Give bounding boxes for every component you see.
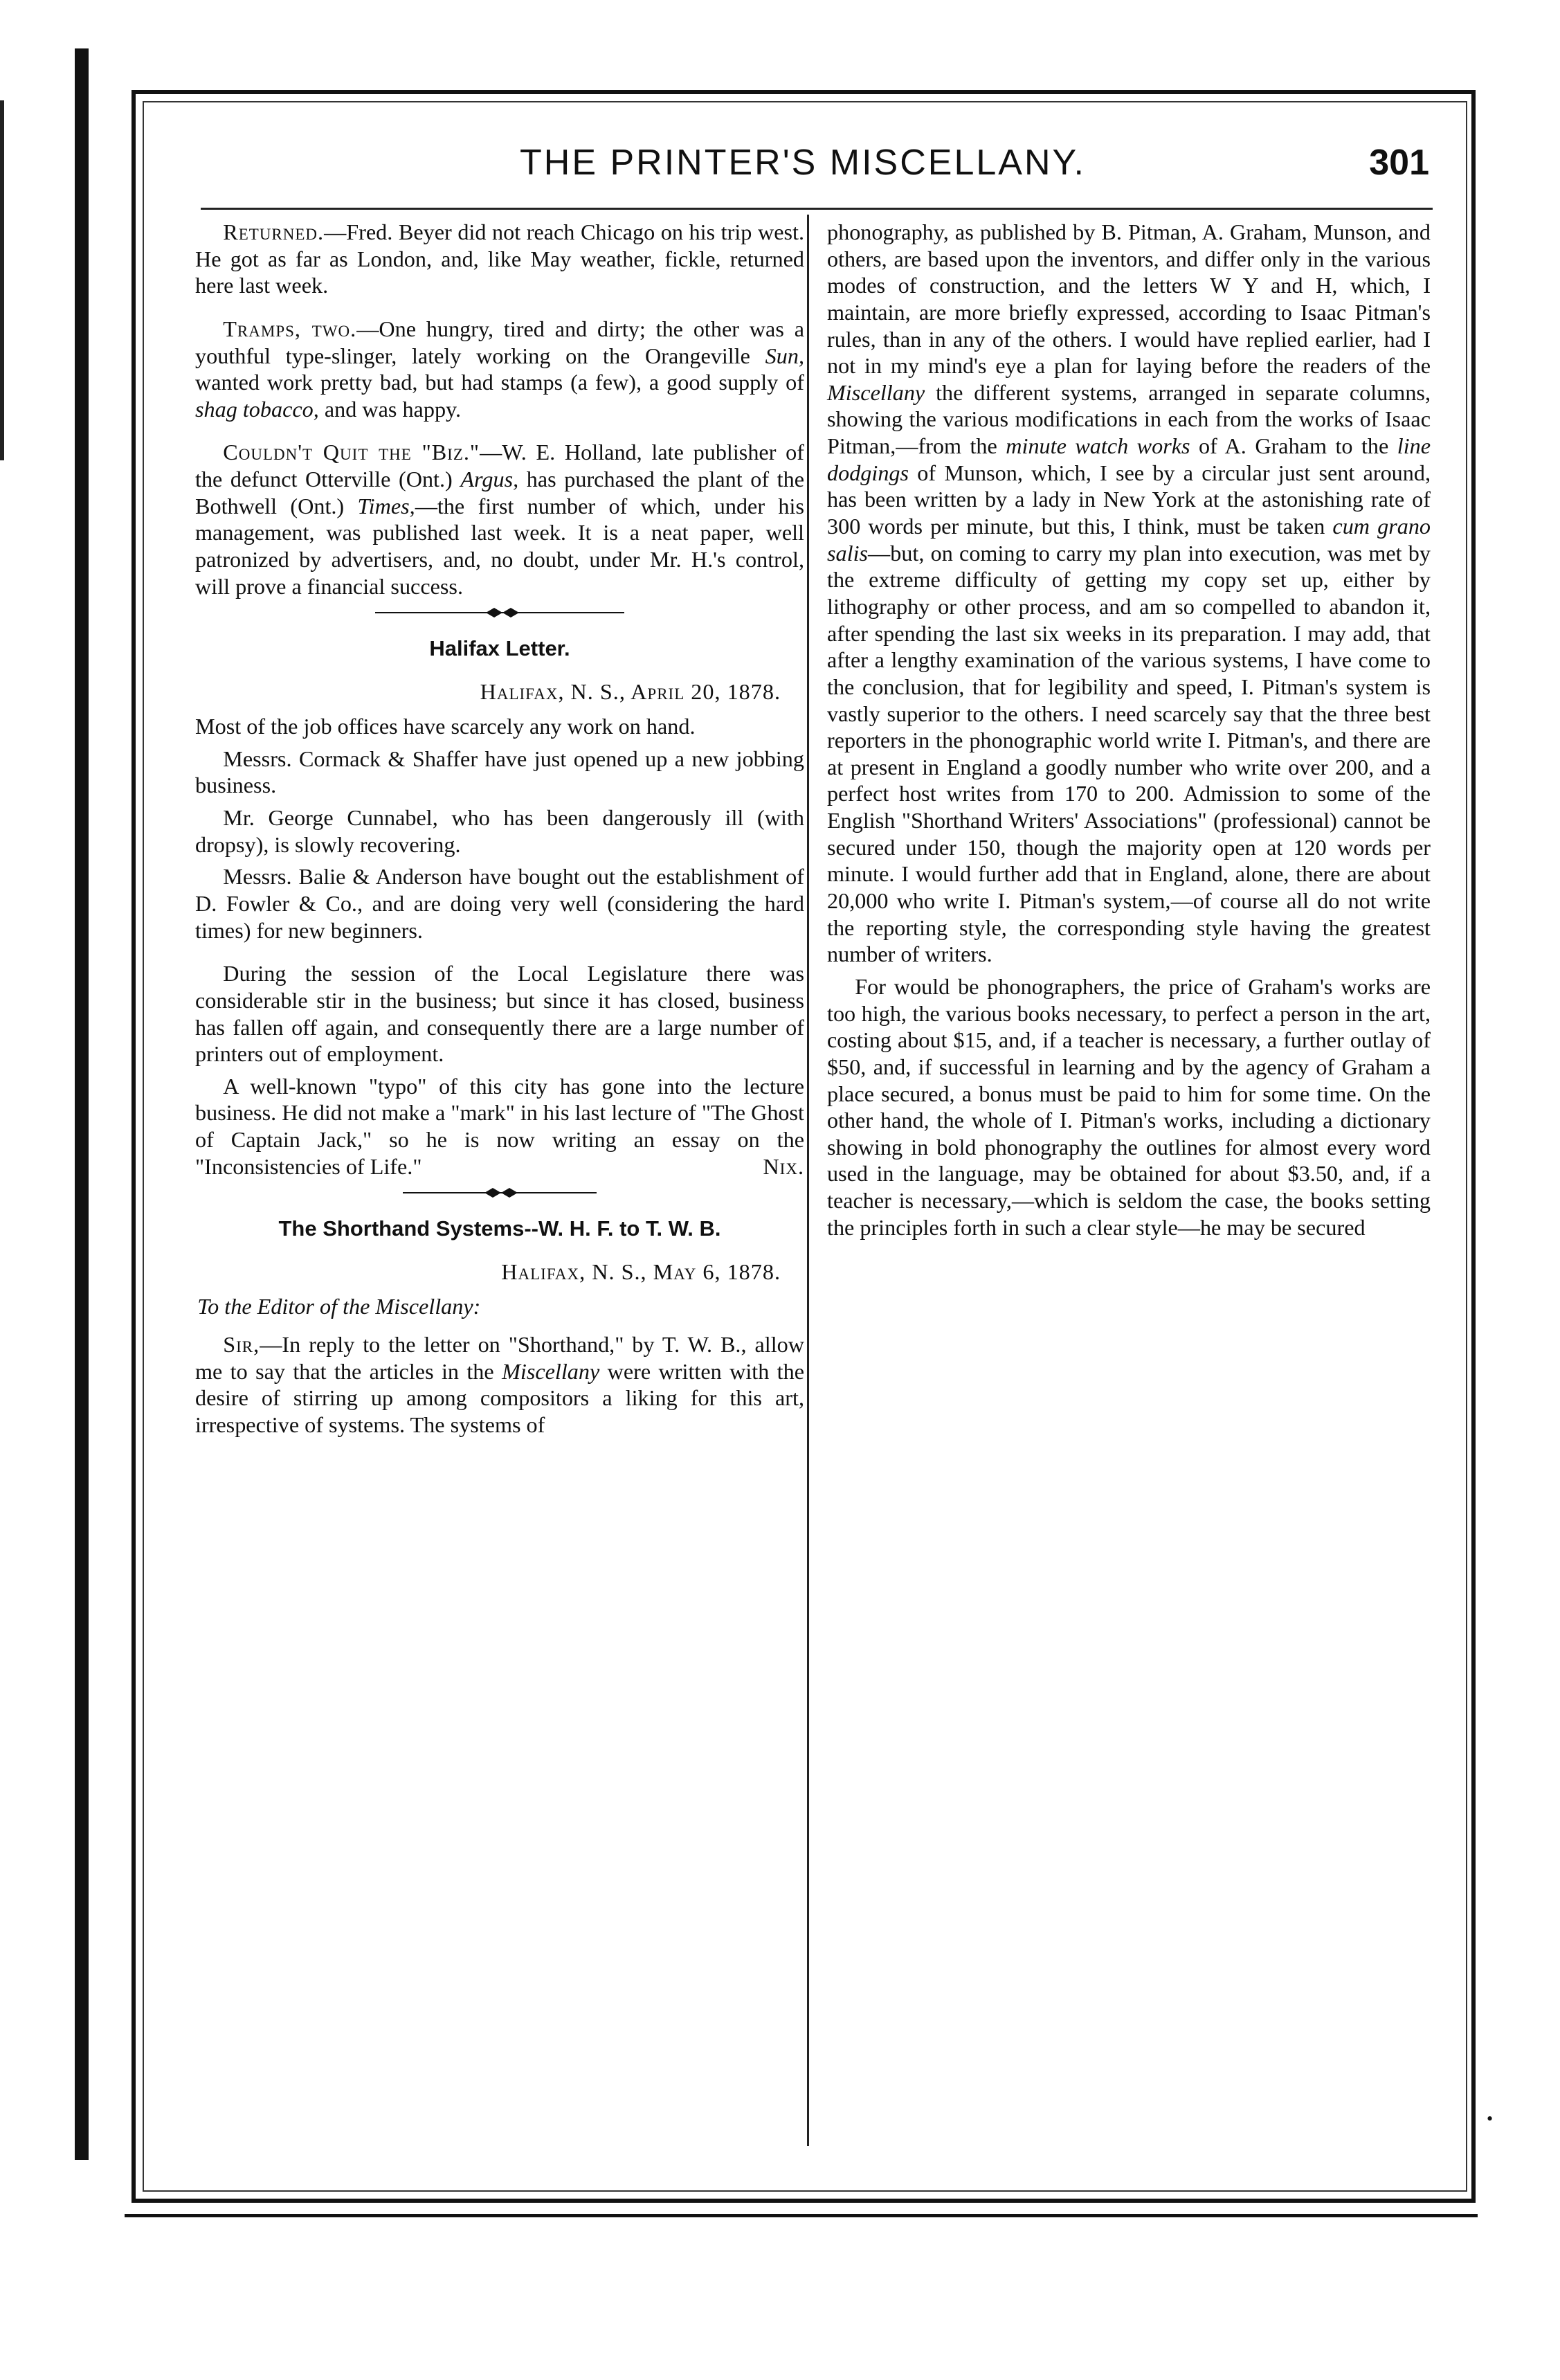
letter-paragraph: For would be phonographers, the price of Graham's works are too high, the various books necessary, to perfect a person in the art, costing about $15, and, if a teacher is necessary, a further outlay of $50, and, if successful in learning and by the agency of Graham a place secured, a bonus must be paid to him for some time. On the other hand, the whole of I. Pitman's works, including a dictionary showing in bold phonography the outlines for almost every word used in the language, may be obtained for about $3.50, and, if a teacher is necessary,—which is seldom the case, the books setting the principles forth in such a clear style—he may be secured (827, 973, 1431, 1240)
binding-edge (75, 48, 89, 2160)
header-rule (201, 208, 1433, 210)
page-number: 301 (1369, 143, 1429, 183)
item-lead: Returned. (223, 219, 325, 244)
running-title: THE PRINTER'S MISCELLANY. (520, 143, 1086, 183)
salutation: To the Editor of the Miscellany: (197, 1294, 481, 1319)
column-rule (807, 215, 809, 2146)
section-divider-ornament (403, 1185, 597, 1200)
news-item-tramps: Tramps, two.—One hungry, tired and dirty; the other was a youthful type-slinger, lately working on the Orangeville Sun, wanted work pretty bad, but had stamps (a few), a good supply of shag tobacco, and was happy. (195, 316, 805, 422)
item-lead: Sir, (223, 1331, 260, 1357)
letter-paragraph: Most of the job offices have scarcely any work on hand. (195, 714, 696, 739)
dateline: Halifax, N. S., May 6, 1878. (501, 1259, 781, 1284)
margin-mark: • (1487, 2109, 1494, 2129)
right-column (827, 219, 1431, 1246)
letter-paragraph: Sir,—In reply to the letter on "Shorthand," by T. W. B., allow me to say that the articles in the Miscellany were written with the desire of stirring up among compositors a liking for this art, irrespective of systems. The systems of (195, 1331, 804, 1437)
letter-paragraph: Messrs. Balie & Anderson have bought out the establishment of D. Fowler & Co., and are doing very well (considering the hard times) for new beginners. (195, 864, 804, 943)
item-lead: Couldn't Quit the "Biz." (223, 440, 480, 465)
news-item-biz: Couldn't Quit the "Biz."—W. E. Holland, late publisher of the defunct Otterville (Ont.) Argus, has purchased the plant of the Bothwell (Ont.) Times,—the first number of which, under his management, was published last week. It is a neat paper, well patronized by advertisers, and, no doubt, under Mr. H.'s control, will prove a financial success. (195, 440, 805, 599)
section-heading-halifax-letter: Halifax Letter. (429, 636, 570, 661)
scan-edge-mark (0, 100, 4, 460)
news-item-returned: Returned.—Fred. Beyer did not reach Chicago on his trip west. He got as far as London, and, like May weather, fickle, returned here last week. (195, 219, 804, 298)
bottom-rule (125, 2214, 1478, 2217)
signature: Nix. (763, 1153, 804, 1179)
dateline: Halifax, N. S., April 20, 1878. (480, 678, 781, 704)
running-header (176, 142, 1429, 197)
letter-paragraph: Mr. George Cunnabel, who has been dangerously ill (with dropsy), is slowly recovering. (195, 805, 804, 857)
item-lead: Tramps, two. (223, 316, 357, 341)
section-heading-shorthand: The Shorthand Systems--W. H. F. to T. W. B. (278, 1216, 721, 1241)
section-divider-ornament (375, 605, 624, 620)
letter-paragraph: Messrs. Cormack & Shaffer have just opened up a new jobbing business. (195, 746, 804, 798)
letter-paragraph: During the session of the Local Legislature there was considerable stir in the business; but since it has closed, business has fallen off again, and consequently there are a large number of printers out of employment. (195, 961, 804, 1067)
letter-paragraph-last: A well-known "typo" of this city has gone into the lecture business. He did not make a "mark" in his last lecture of "The Ghost of Captain Jack," so he is now writing an essay on the "Inconsistencies of Life." Nix. (195, 1073, 804, 1179)
letter-paragraph: phonography, as published by B. Pitman, A. Graham, Munson, and others, are based upon the inventors, and differ only in the various modes of construction, and the letters W Y and H, which, I maintain, are more briefly expressed, according to Isaac Pitman's rules, than in any of the others. I would have replied earlier, had I not in my mind's eye a plan for laying before the readers of the Miscellany the different systems, arranged in separate columns, showing the various modifications in each from the works of Isaac Pitman,—from the minute watch works of A. Graham to the line dodgings of Munson, which, I see by a circular just sent around, has been written by a lady in New York at the astonishing rate of 300 words per minute, but this, I think, must be taken cum grano salis—but, on coming to carry my plan into execution, was met by the extreme difficulty of getting my copy set up, either by lithography or other process, and am so compelled to abandon it, after spending the last six weeks in its preparation. I may add, that after a lengthy examination of the various systems, I have come to the conclusion, that for legibility and speed, I. Pitman's system is vastly superior to the others. I need scarcely say that the three best reporters in the phonographic world write I. Pitman's, and there are at present in England a goodly number who write over 200, and a perfect host writes from 170 to 200. Admission to some of the English "Shorthand Writers' Associations" (professional) cannot be secured under 150, though the majority open at 120 words per minute. I would further add that in England, alone, there are about 20,000 who write I. Pitman's system,—of course all do not write the reporting style, the corresponding style having the greatest number of writers. (827, 219, 1431, 967)
left-column (195, 219, 804, 1454)
